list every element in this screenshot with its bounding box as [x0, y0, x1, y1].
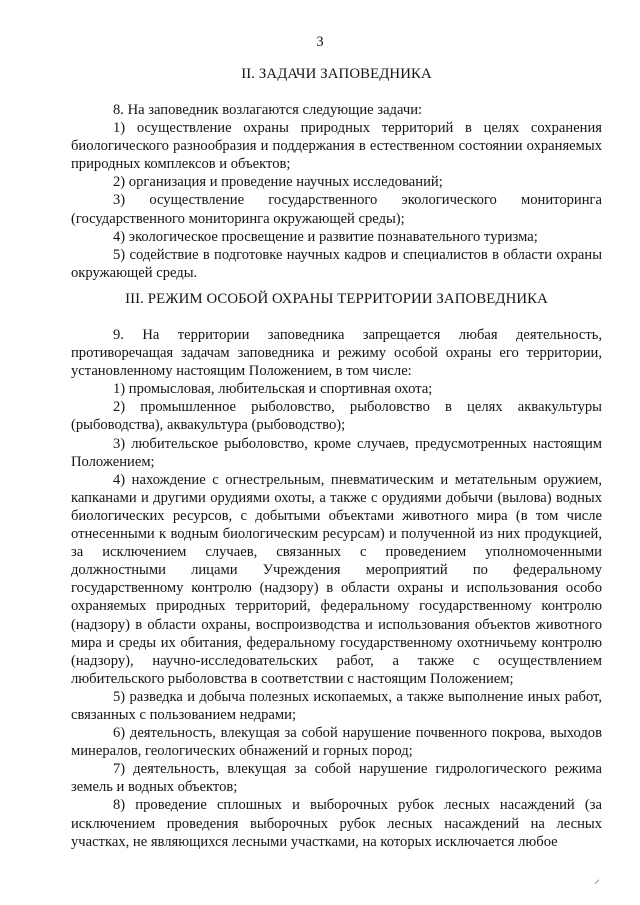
- prohibition-item-8: 8) проведение сплошных и выборочных рубок лесных насаждений (за исключением проведения выборочных рубок лесных насаждений на лесных участках, не являющихся лесными участками, на которых исключается любое: [71, 797, 602, 850]
- section-3-title: III. РЕЖИМ ОСОБОЙ ОХРАНЫ ТЕРРИТОРИИ ЗАПОВЕДНИКА: [125, 291, 548, 307]
- task-item-1: 1) осуществление охраны природных территорий в целях сохранения биологического разнообразия и поддержания в естественном состоянии охраняемых природных комплексов и объектов;: [71, 120, 602, 173]
- paragraph-9-intro: 9. На территории заповедника запрещается любая деятельность, противоречащая задачам заповедника и режиму особой охраны его территории, установленному настоящим Положением, в том числе:: [71, 327, 602, 380]
- prohibition-item-1: 1) промысловая, любительская и спортивная охота;: [113, 381, 433, 398]
- prohibition-item-4: 4) нахождение с огнестрельным, пневматическим и метательным оружием, капканами и другими орудиями охоты, а также с орудиями добычи (вылова) водных биологических ресурсов, с добытыми объектами животного мира (в том числе отнесенными к водным биологическим ресурсам) и полученной из них продукцией, за исключением случаев, связанных с проведением уполномоченными должностными лицами Учреждения мероприятий по федеральному государственному контролю (надзору) в области охраны и использования особо охраняемых природных территорий, федеральному государственному контролю (надзору) в области охраны, воспроизводства и использования объектов животного мира и среды их обитания, федеральному государственному охотничьему контролю (надзору), научно-исследовательских работ, а также с осуществлением любительского рыболовства в соответствии с настоящим Положением;: [71, 471, 602, 687]
- scan-mark: ⸝: [594, 872, 601, 886]
- prohibition-item-6: 6) деятельность, влекущая за собой нарушение почвенного покрова, выходов минералов, геологических обнажений и горных пород;: [71, 725, 602, 760]
- prohibition-item-2: 2) промышленное рыболовство, рыболовство в целях аквакультуры (рыбоводства), аквакультура (рыбоводство);: [71, 399, 602, 434]
- page-number: 3: [316, 34, 324, 50]
- section-2-body: [71, 101, 602, 282]
- task-item-2: 2) организация и проведение научных исследований;: [113, 174, 443, 191]
- task-item-4: 4) экологическое просвещение и развитие познавательного туризма;: [113, 228, 538, 245]
- paragraph-8-intro: 8. На заповедник возлагаются следующие задачи:: [113, 102, 423, 118]
- prohibition-item-5: 5) разведка и добыча полезных ископаемых, а также выполнение иных работ, связанных с пользованием недрами;: [71, 688, 602, 723]
- prohibition-item-7: 7) деятельность, влекущая за собой нарушение гидрологического режима земель и водных объектов;: [71, 761, 602, 796]
- task-item-5: 5) содействие в подготовке научных кадров и специалистов в области охраны окружающей среды.: [71, 246, 602, 281]
- task-item-3: 3) осуществление государственного экологического мониторинга (государственного мониторинга окружающей среды);: [71, 192, 602, 227]
- section-2-title: II. ЗАДАЧИ ЗАПОВЕДНИКА: [241, 66, 432, 82]
- prohibition-item-3: 3) любительское рыболовство, кроме случаев, предусмотренных настоящим Положением;: [71, 435, 602, 470]
- section-3-body: [71, 326, 602, 851]
